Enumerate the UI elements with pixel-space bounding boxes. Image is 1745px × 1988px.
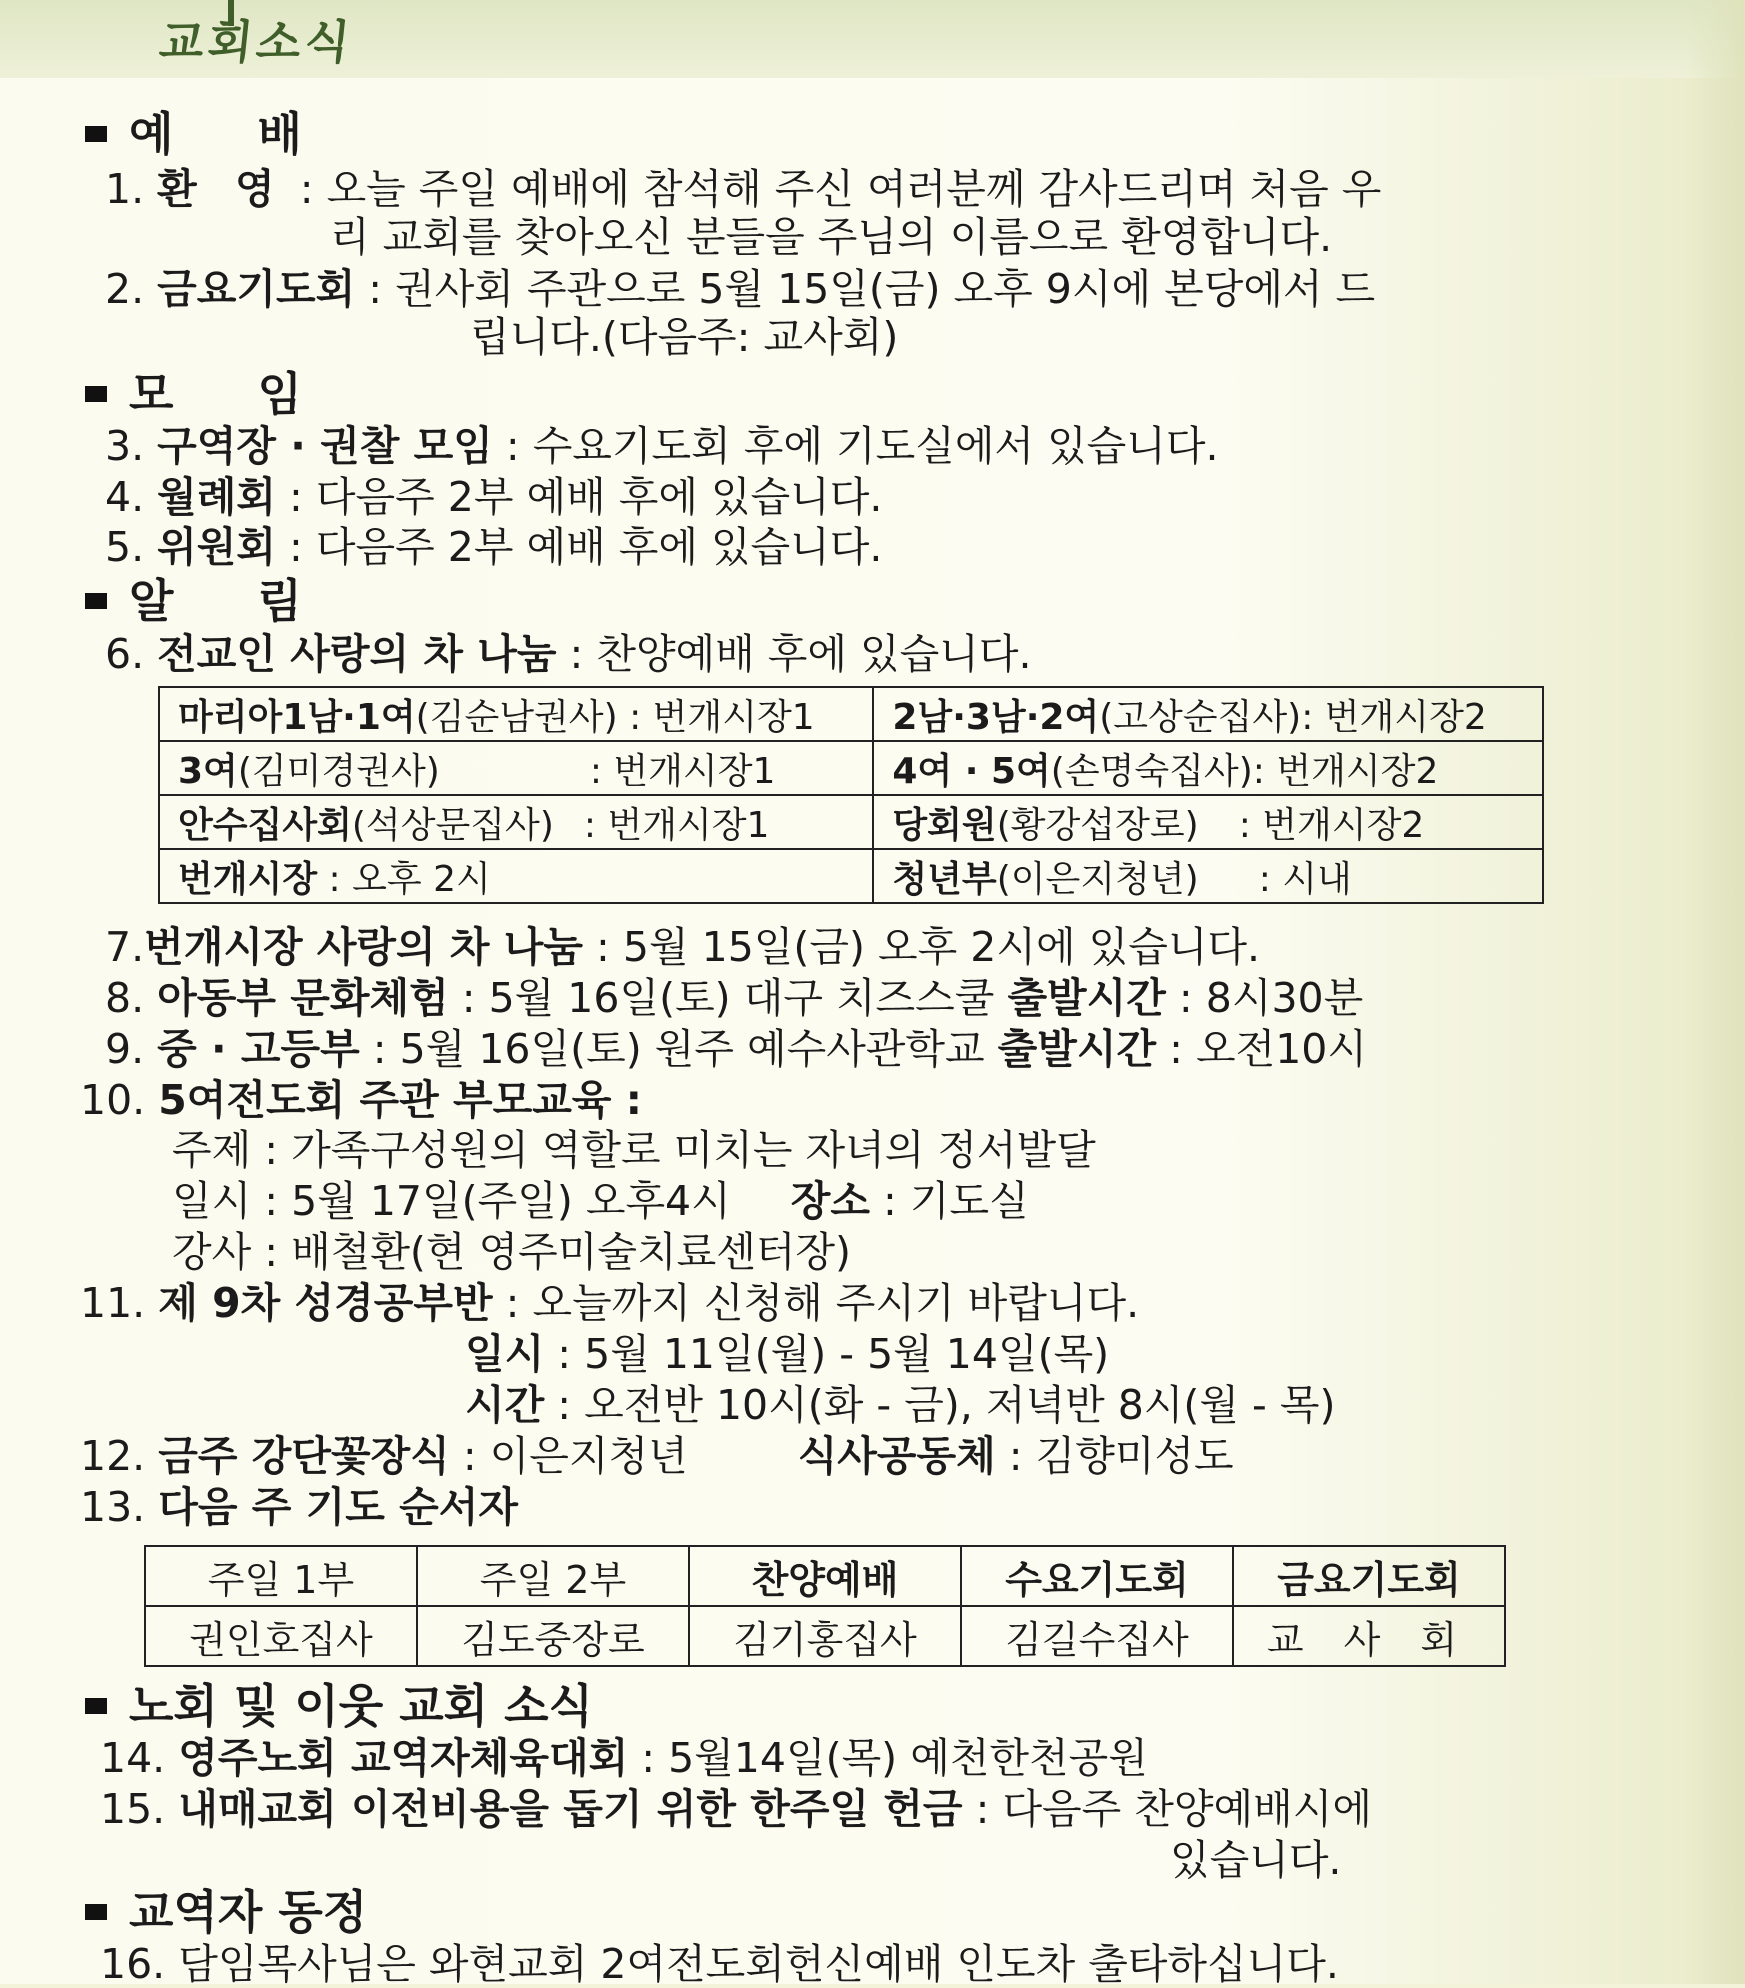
table-cell: 안수집사회(석상문집사) : 번개시장1 bbox=[159, 795, 873, 849]
table-header-cell: 주일 2부 bbox=[417, 1546, 689, 1606]
item-15-cont: 있습니다. bbox=[1170, 1836, 1342, 1884]
table-row bbox=[159, 741, 1543, 795]
table-cell: 김도중장로 bbox=[417, 1606, 689, 1666]
table-row bbox=[159, 687, 1543, 741]
table-cell: 번개시장 : 오후 2시 bbox=[159, 849, 873, 903]
table-header-cell: 수요기도회 bbox=[961, 1546, 1233, 1606]
table-header-row bbox=[145, 1546, 1505, 1606]
section-meetings: 모 임 bbox=[85, 368, 336, 420]
table-cell: 교 사 회 bbox=[1233, 1606, 1505, 1666]
item-13: 13. 다음 주 기도 순서자 bbox=[80, 1483, 518, 1531]
item-8: 8. 아동부 문화체험 : 5월 16일(토) 대구 치즈스쿨 출발시간 : 8시30분 bbox=[105, 974, 1364, 1022]
table-header-cell: 금요기도회 bbox=[1233, 1546, 1505, 1606]
table-row bbox=[145, 1606, 1505, 1666]
item-5: 5. 위원회 : 다음주 2부 예배 후에 있습니다. bbox=[105, 523, 883, 571]
item-14: 14. 영주노회 교역자체육대회 : 5월14일(목) 예천한천공원 bbox=[100, 1734, 1148, 1782]
table-cell: 3여(김미경권사) : 번개시장1 bbox=[159, 741, 873, 795]
item-2: 2. 금요기도회 : 권사회 주관으로 5월 15일(금) 오후 9시에 본당에서 드 bbox=[105, 265, 1376, 313]
table-cell: 청년부(이은지청년) : 시내 bbox=[873, 849, 1543, 903]
table-header-cell: 찬양예배 bbox=[689, 1546, 961, 1606]
table-row bbox=[159, 795, 1543, 849]
table-cell: 4여 · 5여(손명숙집사): 번개시장2 bbox=[873, 741, 1543, 795]
section-notices: 알 림 bbox=[85, 575, 336, 627]
item-10-date: 일시 : 5월 17일(주일) 오후4시 장소 : 기도실 bbox=[172, 1177, 1029, 1225]
item-16: 16. 담임목사님은 와현교회 2여전도회헌신예배 인도차 출타하십니다. bbox=[100, 1940, 1339, 1988]
table-cell: 김길수집사 bbox=[961, 1606, 1233, 1666]
item-4: 4. 월례회 : 다음주 2부 예배 후에 있습니다. bbox=[105, 473, 883, 521]
table-cell: 권인호집사 bbox=[145, 1606, 417, 1666]
page-title: 교회소식 bbox=[156, 15, 357, 69]
prayer-order-table bbox=[144, 1545, 1506, 1667]
item-3: 3. 구역장 · 권찰 모임 : 수요기도회 후에 기도실에서 있습니다. bbox=[105, 422, 1219, 470]
item-10-topic: 주제 : 가족구성원의 역할로 미치는 자녀의 정서발달 bbox=[172, 1126, 1096, 1174]
item-10-lecturer: 강사 : 배철환(현 영주미술치료센터장) bbox=[172, 1228, 852, 1276]
item-12: 12. 금주 강단꽃장식 : 이은지청년 식사공동체 : 김향미성도 bbox=[80, 1432, 1234, 1480]
table-header-cell: 주일 1부 bbox=[145, 1546, 417, 1606]
item-15: 15. 내매교회 이전비용을 돕기 위한 한주일 헌금 : 다음주 찬양예배시에 bbox=[100, 1785, 1372, 1833]
item-10: 10. 5여전도회 주관 부모교육 : bbox=[80, 1076, 643, 1124]
section-worship: 예 배 bbox=[85, 108, 336, 160]
table-cell: 김기홍집사 bbox=[689, 1606, 961, 1666]
item-11-date: 일시 : 5월 11일(월) - 5월 14일(목) bbox=[465, 1330, 1110, 1378]
table-cell: 2남·3남·2여(고상순집사): 번개시장2 bbox=[873, 687, 1543, 741]
table-cell: 마리아1남·1여(김순남권사) : 번개시장1 bbox=[159, 687, 873, 741]
item-1: 1. 환 영 : 오늘 주일 예배에 참석해 주신 여러분께 감사드리며 처음 우 bbox=[105, 165, 1382, 213]
item-1-cont: 리 교회를 찾아오신 분들을 주님의 이름으로 환영합니다. bbox=[330, 213, 1333, 261]
item-11-time: 시간 : 오전반 10시(화 - 금), 저녁반 8시(월 - 목) bbox=[465, 1381, 1336, 1429]
section-presbytery: 노회 및 이웃 교회 소식 bbox=[85, 1680, 593, 1732]
table-cell: 당회원(황강섭장로) : 번개시장2 bbox=[873, 795, 1543, 849]
item-6: 6. 전교인 사랑의 차 나눔 : 찬양예배 후에 있습니다. bbox=[105, 630, 1032, 678]
section-ministers: 교역자 동정 bbox=[85, 1886, 367, 1938]
item-11: 11. 제 9차 성경공부반 : 오늘까지 신청해 주시기 바랍니다. bbox=[80, 1279, 1140, 1327]
item-2-cont: 립니다.(다음주: 교사회) bbox=[470, 313, 899, 361]
table-row bbox=[159, 849, 1543, 903]
tea-sharing-table bbox=[158, 686, 1544, 904]
item-7: 7.번개시장 사랑의 차 나눔 : 5월 15일(금) 오후 2시에 있습니다. bbox=[105, 923, 1261, 971]
item-9: 9. 중 · 고등부 : 5월 16일(토) 원주 예수사관학교 출발시간 : 오전10시 bbox=[105, 1025, 1367, 1073]
